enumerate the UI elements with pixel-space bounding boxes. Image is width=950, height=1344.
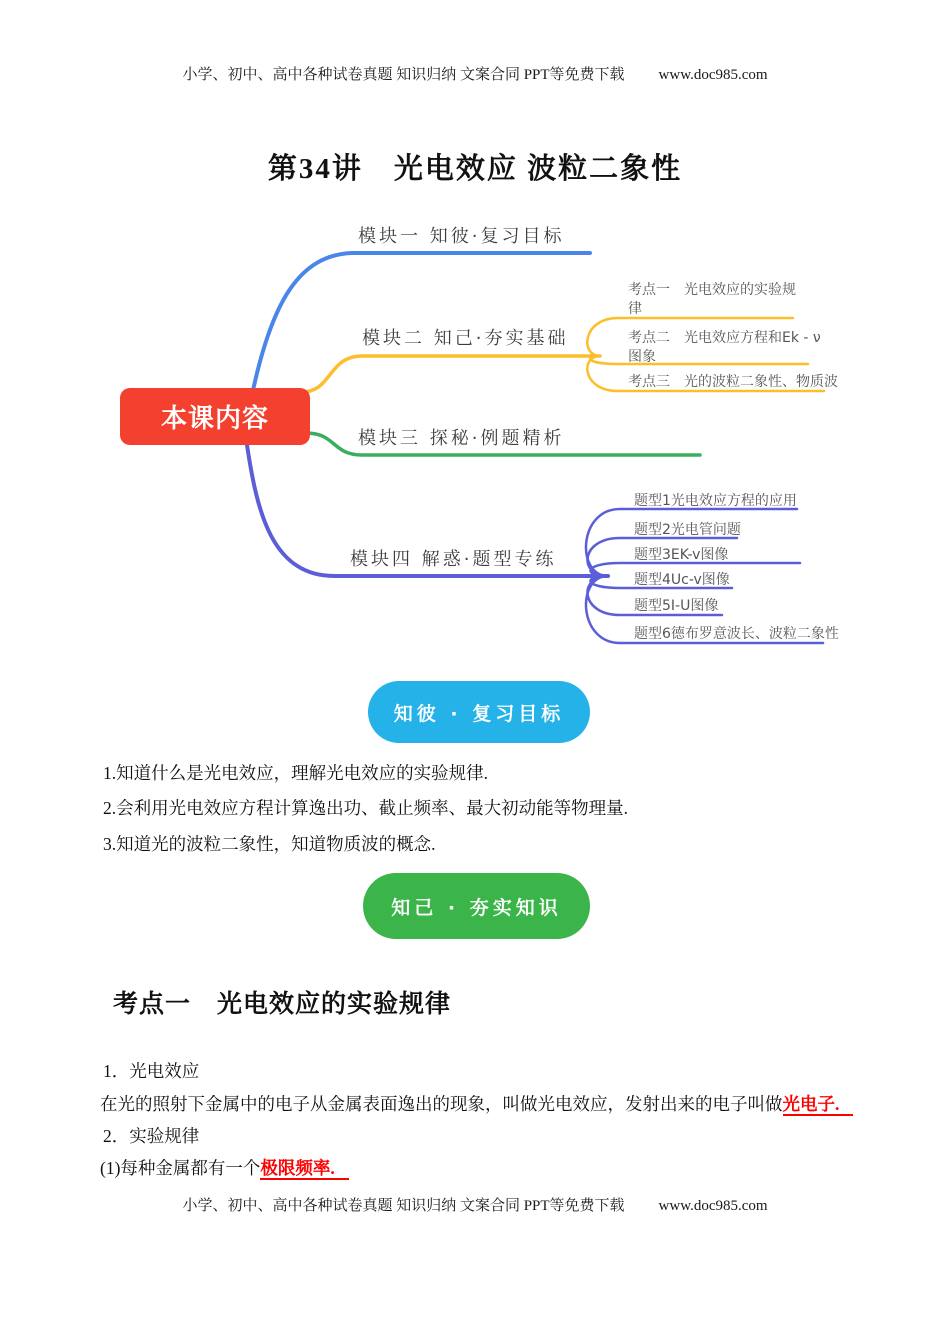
body-item2-title: 2．实验规律 [103,1126,200,1146]
mindmap-branch-module1: 模块一 知彼·复习目标 [358,226,565,247]
mindmap-child-tixing5: 题型5I-U图像 [634,598,719,614]
body-item1-title: 1．光电效应 [103,1061,200,1081]
mindmap-child-kaodian1: 考点一 光电效应的实验规律 [628,282,796,317]
mindmap-root-node: 本课内容 [120,388,310,445]
child-line-tixing1 [586,509,797,576]
header-slogan: 小学、初中、高中各种试卷真题 知识归纳 文案合同 PPT等免费下载 [182,67,625,83]
rule1-text: (1)每种金属都有一个 [100,1158,261,1178]
mindmap-child-tixing2: 题型2光电管问题 [634,522,741,538]
mindmap-branch-module4: 模块四 解惑·题型专练 [350,549,557,570]
review-goals-badge: 知彼 · 复习目标 [368,681,590,743]
mindmap-child-tixing3: 题型3EK-v图像 [634,547,729,563]
footer-slogan: 小学、初中、高中各种试卷真题 知识归纳 文案合同 PPT等免费下载 [182,1198,625,1214]
page-footer [0,1194,950,1215]
body-rule1-line [100,1155,349,1180]
mindmap-child-tixing6: 题型6德布罗意波长、波粒二象性 [634,626,839,642]
mindmap-child-tixing4: 题型4Uc-v图像 [634,572,730,588]
mindmap-branch-module2: 模块二 知己·夯实基础 [362,328,569,349]
definition-highlight: 光电子. [783,1094,854,1116]
body-definition-line [100,1091,853,1116]
section-heading-kaodian1: 考点一 光电效应的实验规律 [113,990,452,1018]
page-header [0,63,950,84]
branch-line-module2 [302,356,600,392]
solidify-basics-badge: 知己 · 夯实知识 [363,873,590,939]
goal-item-3: 3.知道光的波粒二象性，知道物质波的概念. [103,834,436,854]
footer-site-url: www.doc985.com [658,1198,768,1214]
page-title: 第34讲 光电效应 波粒二象性 [267,153,683,185]
rule1-highlight: 极限频率. [260,1158,348,1180]
mindmap-child-kaodian3: 考点三 光的波粒二象性、物质波 [628,374,838,390]
definition-text: 在光的照射下金属中的电子从金属表面逸出的现象，叫做光电效应，发射出来的电子叫做 [100,1094,783,1114]
mindmap-child-tixing1: 题型1光电效应方程的应用 [634,493,797,509]
goal-item-1: 1.知道什么是光电效应，理解光电效应的实验规律. [103,763,488,783]
goal-item-2: 2.会利用光电效应方程计算逸出功、截止频率、最大初动能等物理量. [103,798,628,818]
mindmap-branch-module3: 模块三 探秘·例题精析 [358,428,565,449]
mindmap-child-kaodian2: 考点二 光电效应方程和Ek - ν图象 [628,330,821,365]
header-site-url: www.doc985.com [658,67,768,83]
